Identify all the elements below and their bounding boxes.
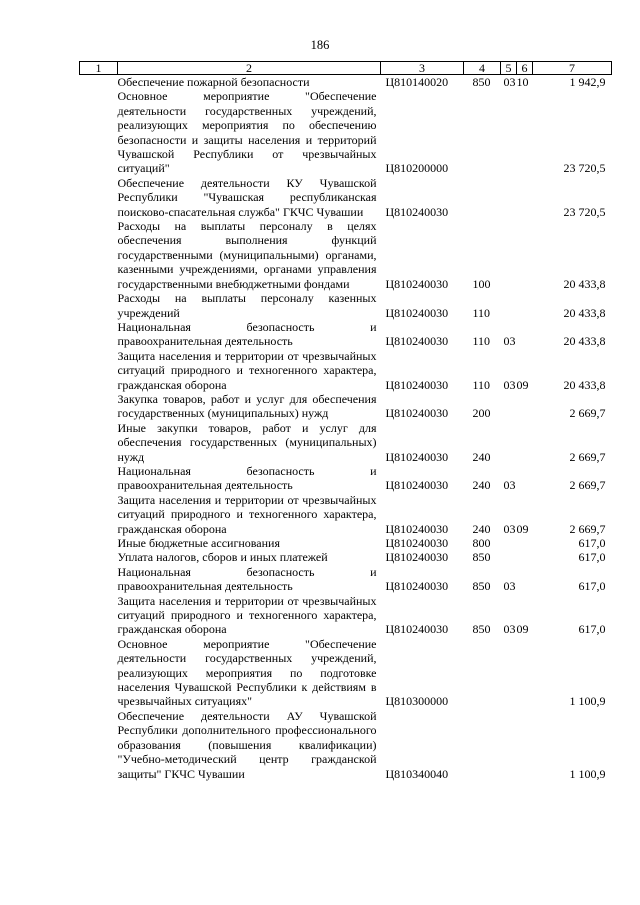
row-blank-cell xyxy=(80,464,118,493)
row-amount: 2 669,7 xyxy=(569,406,606,421)
row-blank-cell xyxy=(80,565,118,594)
row-name: Расходы на выплаты персоналу казенных учреждений xyxy=(117,291,377,320)
table-row xyxy=(80,176,612,219)
row-amount: 2 669,7 xyxy=(569,521,606,536)
row-section: 03 xyxy=(503,334,516,349)
row-section xyxy=(501,176,517,219)
row-blank-cell xyxy=(80,550,118,564)
row-name: Национальная безопасность и правоохранительная деятельность xyxy=(117,564,377,594)
row-expense-type: 800 xyxy=(472,536,491,550)
row-subsection xyxy=(517,219,533,291)
row-subsection: 10 xyxy=(516,75,529,89)
row-blank-cell xyxy=(80,421,118,464)
row-expense-type: 110 xyxy=(472,334,491,349)
table-row xyxy=(80,219,612,291)
row-section: 03 xyxy=(503,75,516,89)
table-row xyxy=(80,291,612,320)
row-amount: 617,0 xyxy=(578,536,606,550)
row-expense-type xyxy=(464,89,501,175)
row-expense-type: 850 xyxy=(472,75,491,89)
row-amount: 1 100,9 xyxy=(569,766,606,781)
row-expense-type: 850 xyxy=(472,579,491,594)
row-name: Обеспечение деятельности АУ Чувашской Республики дополнительного профессионального образования (повышения квалификации) "Учебно-методический центр гражданской защиты" ГКЧС Чувашии xyxy=(117,708,377,781)
row-subsection: 09 xyxy=(516,521,529,536)
row-subsection xyxy=(517,550,533,564)
row-name: Уплата налогов, сборов и иных платежей xyxy=(117,550,328,565)
row-name: Основное мероприятие "Обеспечение деятельности государственных учреждений, реализующих мероприятия по подготовке населения Чувашской Республики к действиям в чрезвычайных ситуациях" xyxy=(117,636,377,709)
row-amount: 20 433,8 xyxy=(563,305,606,320)
row-expense-type: 850 xyxy=(472,550,491,565)
row-blank-cell xyxy=(80,349,118,392)
row-amount: 20 433,8 xyxy=(563,334,606,349)
header-col-6: 6 xyxy=(517,62,533,75)
row-blank-cell xyxy=(80,392,118,421)
row-name: Иные закупки товаров, работ и услуг для обеспечения государственных (муниципальных) нужд xyxy=(117,420,377,464)
row-name: Национальная безопасность и правоохранительная деятельность xyxy=(117,319,377,349)
table-row xyxy=(80,464,612,493)
row-section xyxy=(501,536,517,550)
row-code: Ц810340040 xyxy=(385,766,449,781)
row-amount: 23 720,5 xyxy=(563,204,606,219)
row-code: Ц810240030 xyxy=(385,449,449,464)
row-section: 03 xyxy=(503,579,516,594)
row-section xyxy=(501,392,517,421)
row-expense-type: 240 xyxy=(472,521,491,536)
row-code: Ц810300000 xyxy=(385,694,449,709)
page-number: 186 xyxy=(310,38,330,52)
row-expense-type: 850 xyxy=(472,622,491,637)
header-col-4: 4 xyxy=(464,62,501,75)
row-blank-cell xyxy=(80,493,118,536)
table-row xyxy=(80,349,612,392)
row-blank-cell xyxy=(80,320,118,349)
row-code: Ц810240030 xyxy=(385,334,449,349)
row-name: Расходы на выплаты персоналу в целях обеспечения выполнения функций государственными (муниципальными) органами, казенными учреждениями, органами управления государственными внебюджетными фондами xyxy=(117,219,377,291)
table-row xyxy=(80,75,612,90)
row-name: Обеспечение деятельности КУ Чувашской Республики "Чувашская республиканская поисково-спасательная служба" ГКЧС Чувашии xyxy=(117,175,377,219)
row-blank-cell xyxy=(80,89,118,175)
row-amount: 1 100,9 xyxy=(569,694,606,709)
row-code: Ц810240030 xyxy=(385,521,449,536)
row-amount: 20 433,8 xyxy=(563,276,606,291)
row-section xyxy=(501,637,517,709)
table-row xyxy=(80,637,612,709)
row-expense-type: 110 xyxy=(472,377,491,392)
row-name: Обеспечение пожарной безопасности xyxy=(117,75,310,89)
row-amount: 617,0 xyxy=(578,622,606,637)
table-row xyxy=(80,565,612,594)
row-section xyxy=(501,219,517,291)
row-expense-type: 240 xyxy=(472,449,491,464)
row-code: Ц810240030 xyxy=(385,276,449,291)
table-row xyxy=(80,493,612,536)
row-subsection: 09 xyxy=(516,622,529,637)
row-expense-type: 200 xyxy=(472,406,491,421)
row-blank-cell xyxy=(80,291,118,320)
row-name: Защита населения и территории от чрезвычайных ситуаций природного и техногенного характера, гражданская оборона xyxy=(117,492,377,536)
row-section xyxy=(501,421,517,464)
row-subsection xyxy=(517,464,533,493)
row-section: 03 xyxy=(503,377,516,392)
row-name: Закупка товаров, работ и услуг для обеспечения государственных (муниципальных) нужд xyxy=(117,391,377,421)
row-amount: 2 669,7 xyxy=(569,478,606,493)
table-row xyxy=(80,89,612,175)
row-blank-cell xyxy=(80,536,118,550)
row-code: Ц810140020 xyxy=(385,75,449,89)
row-blank-cell xyxy=(80,637,118,709)
row-amount: 2 669,7 xyxy=(569,449,606,464)
table-row xyxy=(80,550,612,564)
table-row xyxy=(80,320,612,349)
row-code: Ц810240030 xyxy=(385,377,449,392)
row-subsection xyxy=(517,536,533,550)
row-amount: 617,0 xyxy=(578,550,606,565)
header-col-5: 5 xyxy=(501,62,517,75)
row-expense-type xyxy=(464,176,501,219)
header-col-1: 1 xyxy=(80,62,118,75)
table-row xyxy=(80,421,612,464)
table-row xyxy=(80,392,612,421)
row-blank-cell xyxy=(80,176,118,219)
row-section: 03 xyxy=(503,521,516,536)
row-code: Ц810240030 xyxy=(385,406,449,421)
row-expense-type: 100 xyxy=(472,276,491,291)
row-subsection xyxy=(517,709,533,781)
row-code: Ц810240030 xyxy=(385,204,449,219)
row-subsection xyxy=(517,320,533,349)
row-name: Иные бюджетные ассигнования xyxy=(117,536,280,550)
table-row xyxy=(80,594,612,637)
header-row xyxy=(80,62,612,75)
header-col-7: 7 xyxy=(533,62,612,75)
row-amount: 20 433,8 xyxy=(563,377,606,392)
row-blank-cell xyxy=(80,709,118,781)
row-subsection xyxy=(517,637,533,709)
row-blank-cell xyxy=(80,75,118,90)
row-name: Национальная безопасность и правоохранительная деятельность xyxy=(117,463,377,493)
row-blank-cell xyxy=(80,219,118,291)
row-code: Ц810240030 xyxy=(385,536,449,550)
row-subsection xyxy=(517,89,533,175)
row-section xyxy=(501,550,517,564)
row-expense-type xyxy=(464,637,501,709)
row-section: 03 xyxy=(503,478,516,493)
row-name: Защита населения и территории от чрезвычайных ситуаций природного и техногенного характера, гражданская оборона xyxy=(117,593,377,637)
row-name: Основное мероприятие "Обеспечение деятельности государственных учреждений, реализующих мероприятия по обеспечению безопасности и защиты населения и территорий Чувашской Республики от чрезвычайных ситуаций" xyxy=(117,89,377,176)
row-subsection xyxy=(517,291,533,320)
row-section xyxy=(501,291,517,320)
row-section: 03 xyxy=(503,622,516,637)
row-amount: 617,0 xyxy=(578,579,606,594)
row-name: Защита населения и территории от чрезвычайных ситуаций природного и техногенного характера, гражданская оборона xyxy=(117,348,377,392)
row-code: Ц810200000 xyxy=(385,161,449,176)
row-amount: 1 942,9 xyxy=(569,75,606,89)
row-subsection xyxy=(517,421,533,464)
row-code: Ц810240030 xyxy=(385,622,449,637)
header-col-3: 3 xyxy=(381,62,464,75)
row-blank-cell xyxy=(80,594,118,637)
row-expense-type xyxy=(464,709,501,781)
row-code: Ц810240030 xyxy=(385,478,449,493)
row-expense-type: 240 xyxy=(472,478,491,493)
row-code: Ц810240030 xyxy=(385,579,449,594)
header-col-2: 2 xyxy=(118,62,381,75)
budget-table xyxy=(79,61,612,781)
row-subsection xyxy=(517,392,533,421)
row-amount: 23 720,5 xyxy=(563,161,606,176)
row-code: Ц810240030 xyxy=(385,305,449,320)
table-row xyxy=(80,536,612,550)
row-code: Ц810240030 xyxy=(385,550,449,565)
row-section xyxy=(501,89,517,175)
row-subsection xyxy=(517,176,533,219)
row-subsection: 09 xyxy=(516,377,529,392)
row-expense-type: 110 xyxy=(472,305,491,320)
row-section xyxy=(501,709,517,781)
table-row xyxy=(80,709,612,781)
row-subsection xyxy=(517,565,533,594)
